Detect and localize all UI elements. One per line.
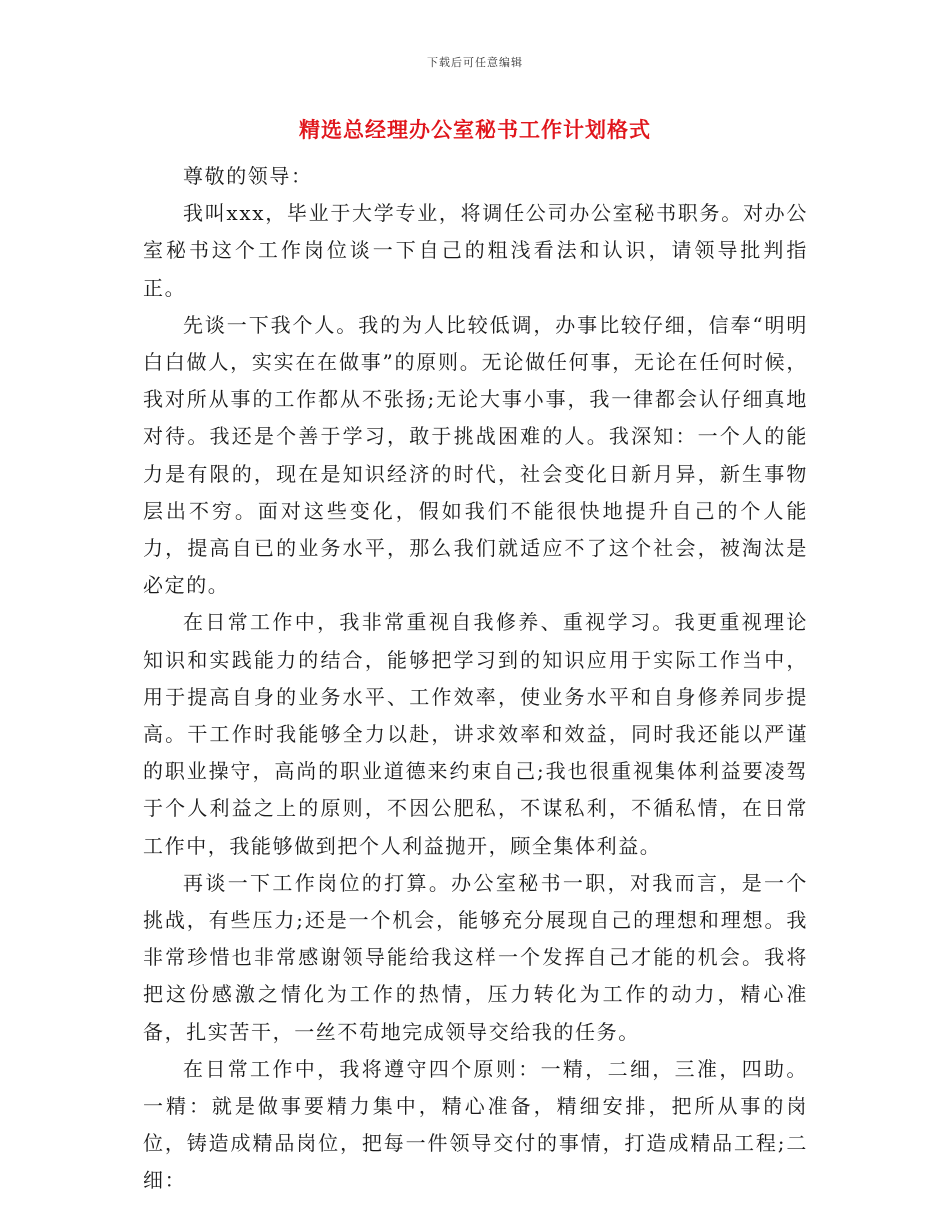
salutation: 尊敬的领导： [183, 164, 313, 188]
paragraph: 我叫xxx，毕业于大学专业，将调任公司办公室秘书职务。对办公室秘书这个工作岗位谈一下自己的粗浅看法和认识，请领导批判指正。 [143, 201, 808, 300]
paragraph: 先谈一下我个人。我的为人比较低调，办事比较仔细，信奉“明明白白做人，实实在在做事”的原则。无论做任何事，无论在任何时候，我对所从事的工作都从不张扬;无论大事小事，我一律都会认仔细真地对待。我还是个善于学习，敢于挑战困难的人。我深知：一个人的能力是有限的，现在是知识经济的时代，社会变化日新月异，新生事物层出不穷。面对这些变化，假如我们不能很快地提升自己的个人能力，提高自已的业务水平，那么我们就适应不了这个社会，被淘汰是必定的。 [143, 312, 808, 598]
paragraph: 在日常工作中，我将遵守四个原则：一精，二细，三准，四助。一精：就是做事要精力集中，精心准备，精细安排，把所从事的岗位，铸造成精品岗位，把每一件领导交付的事情，打造成精品工程;二细： [143, 1056, 808, 1193]
header-note: 下载后可任意编辑 [427, 56, 523, 69]
document-body [143, 158, 808, 1200]
paragraph: 再谈一下工作岗位的打算。办公室秘书一职，对我而言，是一个挑战，有些压力;还是一个机会，能够充分展现自己的理想和理想。我非常珍惜也非常感谢领导能给我这样一个发挥自己才能的机会。我将把这份感激之情化为工作的热情，压力转化为工作的动力，精心准备，扎实苦干，一丝不苟地完成领导交给我的任务。 [143, 870, 808, 1044]
paragraph: 在日常工作中，我非常重视自我修养、重视学习。我更重视理论知识和实践能力的结合，能够把学习到的知识应用于实际工作当中，用于提高自身的业务水平、工作效率，使业务水平和自身修养同步提高。干工作时我能够全力以赴，讲求效率和效益，同时我还能以严谨的职业操守，高尚的职业道德来约束自己;我也很重视集体利益要凌驾于个人利益之上的原则，不因公肥私，不谋私利，不循私情，在日常工作中，我能够做到把个人利益抛开，顾全集体利益。 [143, 610, 808, 858]
document-title: 精选总经理办公室秘书工作计划格式 [299, 117, 651, 142]
